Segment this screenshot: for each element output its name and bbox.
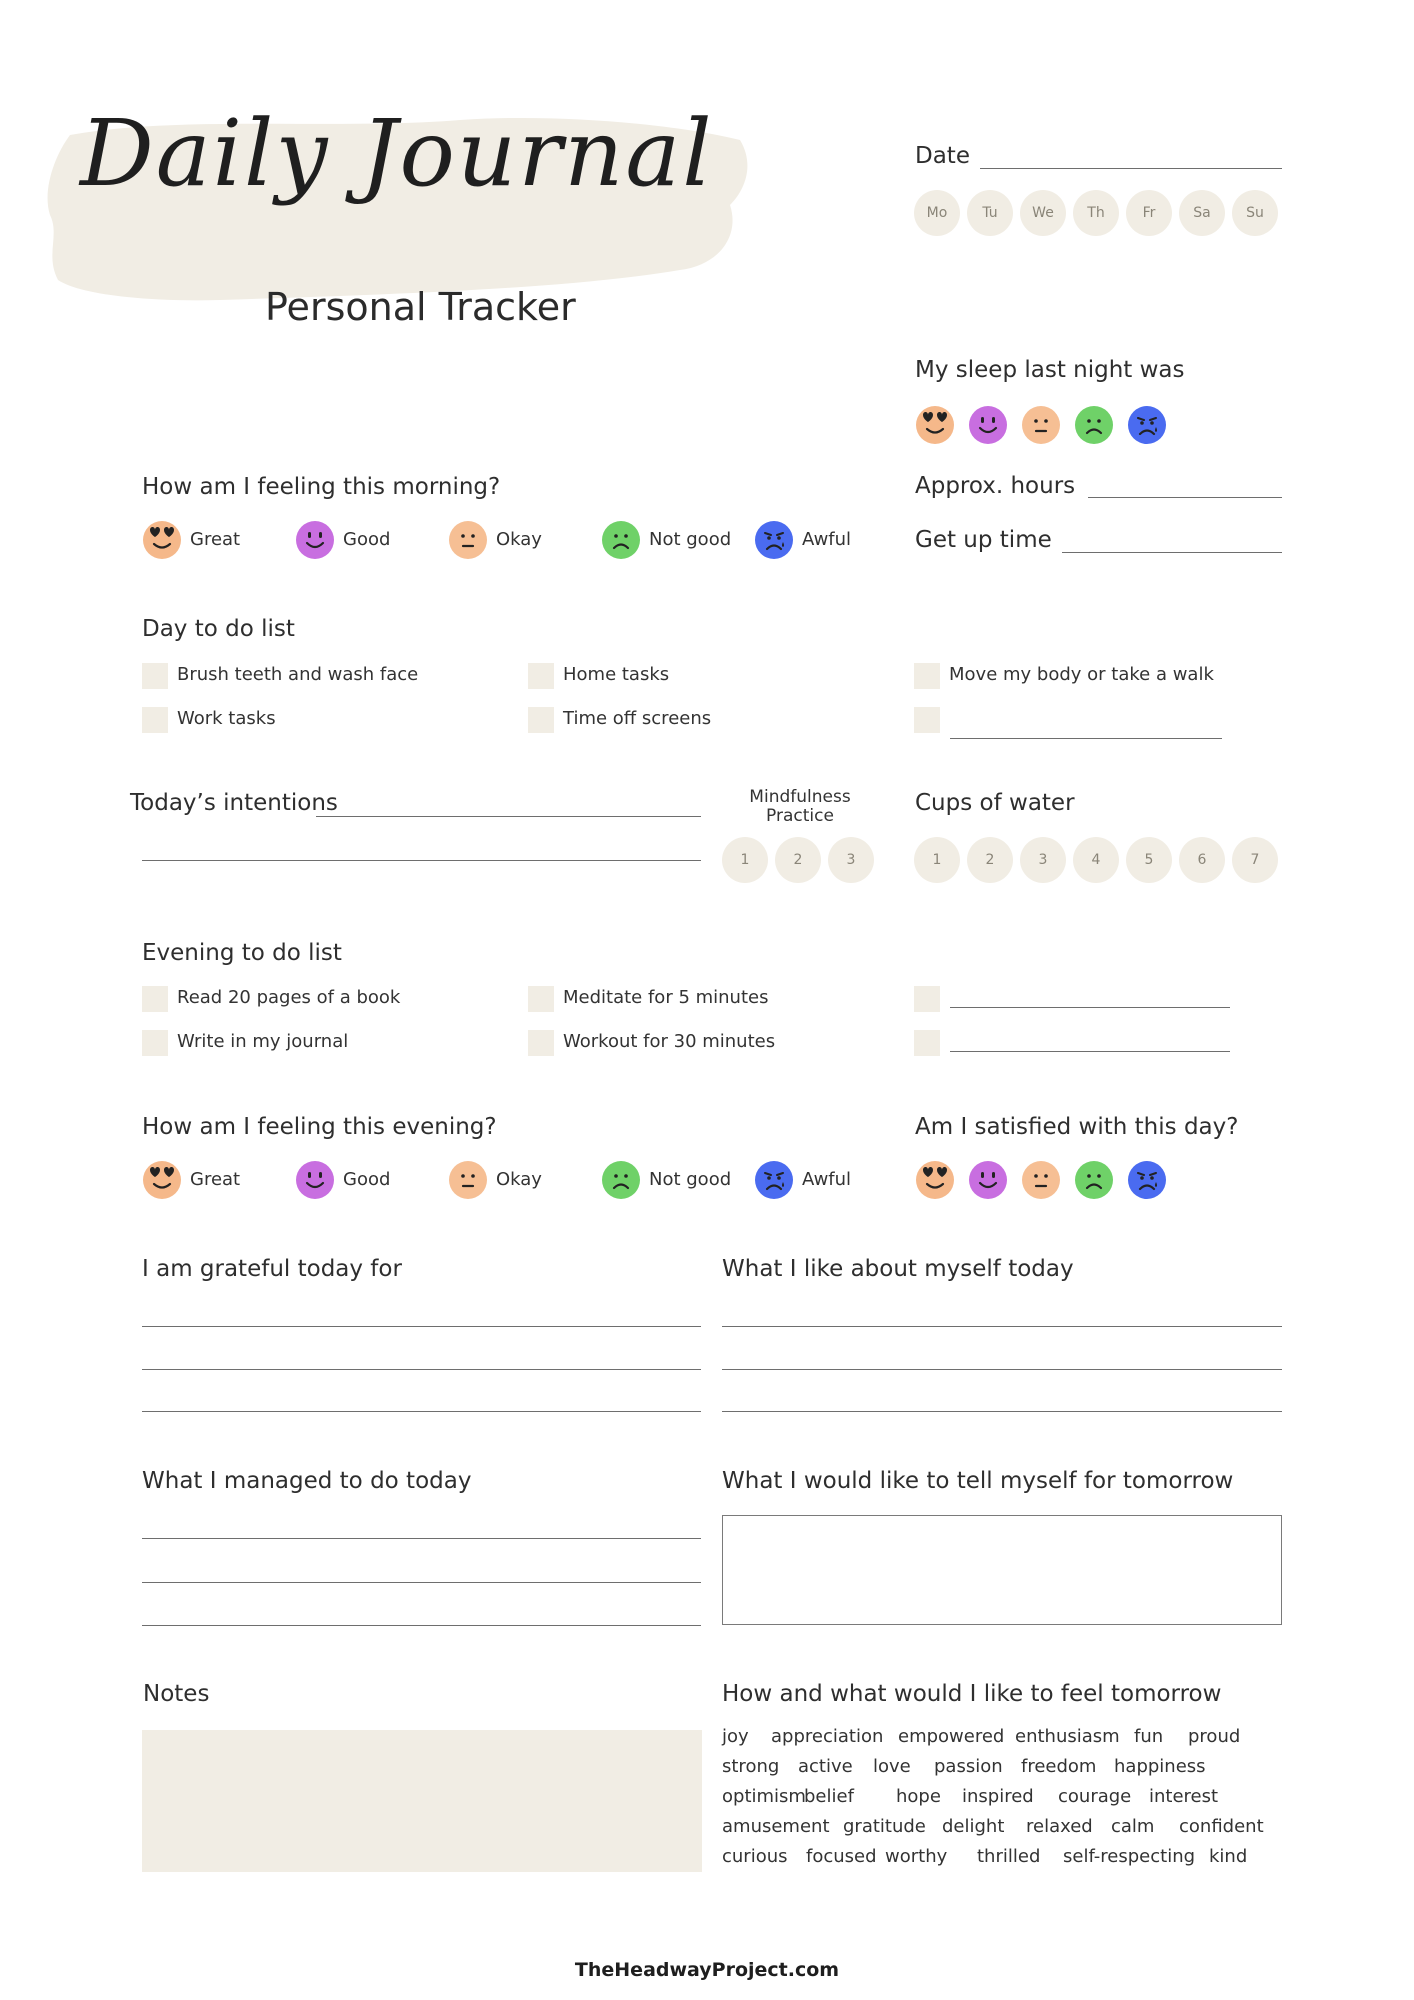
- grateful-line-3[interactable]: [142, 1411, 701, 1412]
- morning-awful-label: Awful: [802, 529, 852, 550]
- weekday-circle-5[interactable]: Fr: [1126, 190, 1172, 236]
- water-circle-1[interactable]: 1: [914, 837, 960, 883]
- managed-line-3[interactable]: [142, 1625, 701, 1626]
- managed-line-1[interactable]: [142, 1538, 701, 1539]
- morning-good-face-icon[interactable]: [295, 520, 335, 560]
- weekday-circle-1[interactable]: Mo: [914, 190, 960, 236]
- feeling-word[interactable]: happiness: [1114, 1756, 1206, 1777]
- managed-label: What I managed to do today: [142, 1468, 472, 1494]
- sleep-good-face-icon[interactable]: [968, 405, 1008, 445]
- sleep-okay-face-icon[interactable]: [1021, 405, 1061, 445]
- feeling-word[interactable]: belief: [804, 1786, 854, 1807]
- morning-okay-face-icon[interactable]: [448, 520, 488, 560]
- day-todo-checkbox-2[interactable]: [528, 663, 554, 689]
- day-todo-checkbox-5[interactable]: [528, 707, 554, 733]
- hours-line[interactable]: [1088, 497, 1282, 498]
- footer-site: TheHeadwayProject.com: [574, 1959, 840, 1981]
- day-todo-checkbox-4[interactable]: [142, 707, 168, 733]
- evening-awful-face-icon[interactable]: [754, 1160, 794, 1200]
- feeling-word[interactable]: calm: [1111, 1816, 1155, 1837]
- morning-great-face-icon[interactable]: [142, 520, 182, 560]
- feeling-word[interactable]: passion: [934, 1756, 1003, 1777]
- evening-todo-checkbox-4[interactable]: [528, 1030, 554, 1056]
- mindfulness-label: [720, 788, 880, 826]
- day-todo-checkbox-3[interactable]: [914, 663, 940, 689]
- feeling-word[interactable]: amusement: [722, 1816, 830, 1837]
- feeling-word[interactable]: joy: [722, 1726, 749, 1747]
- evening-not-good-face-icon[interactable]: [601, 1160, 641, 1200]
- weekday-circle-3[interactable]: We: [1020, 190, 1066, 236]
- evening-todo-checkbox-5[interactable]: [914, 986, 940, 1012]
- feeling-word[interactable]: appreciation: [771, 1726, 884, 1747]
- mindfulness-label-line2: Practice: [766, 806, 834, 826]
- evening-great-label: Great: [190, 1169, 241, 1190]
- feeling-word[interactable]: empowered: [898, 1726, 1005, 1747]
- evening-todo-blank-line-1[interactable]: [950, 1007, 1230, 1008]
- day-todo-item-3: Move my body or take a walk: [949, 664, 1214, 685]
- like-line-2[interactable]: [722, 1369, 1282, 1370]
- weekday-circle-6[interactable]: Sa: [1179, 190, 1225, 236]
- weekday-circle-7[interactable]: Su: [1232, 190, 1278, 236]
- evening-todo-checkbox-3[interactable]: [142, 1030, 168, 1056]
- feeling-word[interactable]: inspired: [962, 1786, 1034, 1807]
- feeling-word[interactable]: worthy: [885, 1846, 948, 1867]
- satisfied-okay-face-icon[interactable]: [1021, 1160, 1061, 1200]
- water-label: Cups of water: [915, 790, 1075, 816]
- notes-box[interactable]: [142, 1730, 702, 1872]
- feeling-word[interactable]: focused: [806, 1846, 877, 1867]
- day-todo-checkbox-6[interactable]: [914, 707, 940, 733]
- water-circle-7[interactable]: 7: [1232, 837, 1278, 883]
- like-line-1[interactable]: [722, 1326, 1282, 1327]
- date-label: Date: [915, 143, 970, 169]
- date-line[interactable]: [980, 168, 1282, 169]
- page-title: Daily Journal: [80, 100, 714, 207]
- tell-tomorrow-box[interactable]: [722, 1515, 1282, 1625]
- grateful-line-1[interactable]: [142, 1326, 701, 1327]
- sleep-awful-face-icon[interactable]: [1127, 405, 1167, 445]
- grateful-line-2[interactable]: [142, 1369, 701, 1370]
- feeling-word[interactable]: thrilled: [977, 1846, 1041, 1867]
- day-todo-item-5: Time off screens: [563, 708, 712, 729]
- feeling-word[interactable]: interest: [1149, 1786, 1219, 1807]
- weekday-circle-2[interactable]: Tu: [967, 190, 1013, 236]
- morning-good-label: Good: [343, 529, 391, 550]
- feeling-word[interactable]: gratitude: [843, 1816, 926, 1837]
- feeling-word[interactable]: fun: [1134, 1726, 1164, 1747]
- feeling-word[interactable]: active: [798, 1756, 853, 1777]
- water-circle-3[interactable]: 3: [1020, 837, 1066, 883]
- water-circle-4[interactable]: 4: [1073, 837, 1119, 883]
- evening-todo-checkbox-1[interactable]: [142, 986, 168, 1012]
- evening-todo-item-3: Write in my journal: [177, 1031, 349, 1052]
- intentions-label: Today’s intentions: [130, 790, 338, 816]
- getup-label: Get up time: [915, 527, 1052, 553]
- morning-not-good-face-icon[interactable]: [601, 520, 641, 560]
- evening-todo-item-2: Meditate for 5 minutes: [563, 987, 769, 1008]
- satisfied-great-face-icon[interactable]: [915, 1160, 955, 1200]
- evening-okay-label: Okay: [496, 1169, 542, 1190]
- evening-todo-checkbox-2[interactable]: [528, 986, 554, 1012]
- managed-line-2[interactable]: [142, 1582, 701, 1583]
- day-todo-item-1: Brush teeth and wash face: [177, 664, 419, 685]
- feeling-word[interactable]: strong: [722, 1756, 780, 1777]
- like-myself-label: What I like about myself today: [722, 1256, 1074, 1282]
- mindfulness-circle-1[interactable]: 1: [722, 837, 768, 883]
- mindfulness-circle-2[interactable]: 2: [775, 837, 821, 883]
- sleep-label: My sleep last night was: [915, 357, 1185, 383]
- feeling-word[interactable]: self-respecting: [1063, 1846, 1196, 1867]
- evening-todo-checkbox-6[interactable]: [914, 1030, 940, 1056]
- evening-todo-item-1: Read 20 pages of a book: [177, 987, 401, 1008]
- mindfulness-label-line1: Mindfulness: [749, 787, 851, 807]
- weekday-circle-4[interactable]: Th: [1073, 190, 1119, 236]
- evening-good-face-icon[interactable]: [295, 1160, 335, 1200]
- morning-awful-face-icon[interactable]: [754, 520, 794, 560]
- day-todo-item-2: Home tasks: [563, 664, 670, 685]
- feeling-word[interactable]: enthusiasm: [1015, 1726, 1120, 1747]
- satisfied-not-good-face-icon[interactable]: [1074, 1160, 1114, 1200]
- feel-tomorrow-label: How and what would I like to feel tomorrow: [722, 1681, 1222, 1707]
- feeling-word[interactable]: courage: [1058, 1786, 1132, 1807]
- notes-label: Notes: [143, 1681, 210, 1707]
- feeling-word[interactable]: relaxed: [1026, 1816, 1093, 1837]
- evening-great-face-icon[interactable]: [142, 1160, 182, 1200]
- grateful-label: I am grateful today for: [142, 1256, 402, 1282]
- morning-okay-label: Okay: [496, 529, 542, 550]
- sleep-great-face-icon[interactable]: [915, 405, 955, 445]
- feeling-word[interactable]: optimism: [722, 1786, 806, 1807]
- feeling-word[interactable]: freedom: [1021, 1756, 1097, 1777]
- evening-label: How am I feeling this evening?: [142, 1114, 497, 1140]
- intentions-line-1[interactable]: [316, 816, 701, 817]
- evening-awful-label: Awful: [802, 1169, 852, 1190]
- evening-todo-item-4: Workout for 30 minutes: [563, 1031, 776, 1052]
- evening-not-good-label: Not good: [649, 1169, 732, 1190]
- day-todo-blank-line[interactable]: [950, 738, 1222, 739]
- like-line-3[interactable]: [722, 1411, 1282, 1412]
- getup-line[interactable]: [1062, 552, 1282, 553]
- morning-not-good-label: Not good: [649, 529, 732, 550]
- feeling-word[interactable]: curious: [722, 1846, 788, 1867]
- morning-label: How am I feeling this morning?: [142, 474, 501, 500]
- morning-great-label: Great: [190, 529, 241, 550]
- sleep-not-good-face-icon[interactable]: [1074, 405, 1114, 445]
- feeling-word[interactable]: confident: [1179, 1816, 1264, 1837]
- feeling-word[interactable]: proud: [1188, 1726, 1241, 1747]
- tell-tomorrow-label: What I would like to tell myself for tomorrow: [722, 1468, 1234, 1494]
- day-todo-label: Day to do list: [142, 616, 295, 642]
- satisfied-good-face-icon[interactable]: [968, 1160, 1008, 1200]
- evening-okay-face-icon[interactable]: [448, 1160, 488, 1200]
- feeling-word[interactable]: hope: [896, 1786, 941, 1807]
- hours-label: Approx. hours: [915, 473, 1076, 499]
- water-circle-2[interactable]: 2: [967, 837, 1013, 883]
- satisfied-awful-face-icon[interactable]: [1127, 1160, 1167, 1200]
- day-todo-item-4: Work tasks: [177, 708, 276, 729]
- day-todo-checkbox-1[interactable]: [142, 663, 168, 689]
- feeling-word[interactable]: delight: [942, 1816, 1005, 1837]
- page-subtitle: Personal Tracker: [265, 285, 576, 329]
- feeling-word[interactable]: love: [873, 1756, 911, 1777]
- water-circle-6[interactable]: 6: [1179, 837, 1225, 883]
- intentions-line-2[interactable]: [142, 860, 701, 861]
- mindfulness-circle-3[interactable]: 3: [828, 837, 874, 883]
- evening-good-label: Good: [343, 1169, 391, 1190]
- feeling-word[interactable]: kind: [1209, 1846, 1248, 1867]
- satisfied-label: Am I satisfied with this day?: [915, 1114, 1239, 1140]
- water-circle-5[interactable]: 5: [1126, 837, 1172, 883]
- evening-todo-label: Evening to do list: [142, 940, 342, 966]
- evening-todo-blank-line-2[interactable]: [950, 1051, 1230, 1052]
